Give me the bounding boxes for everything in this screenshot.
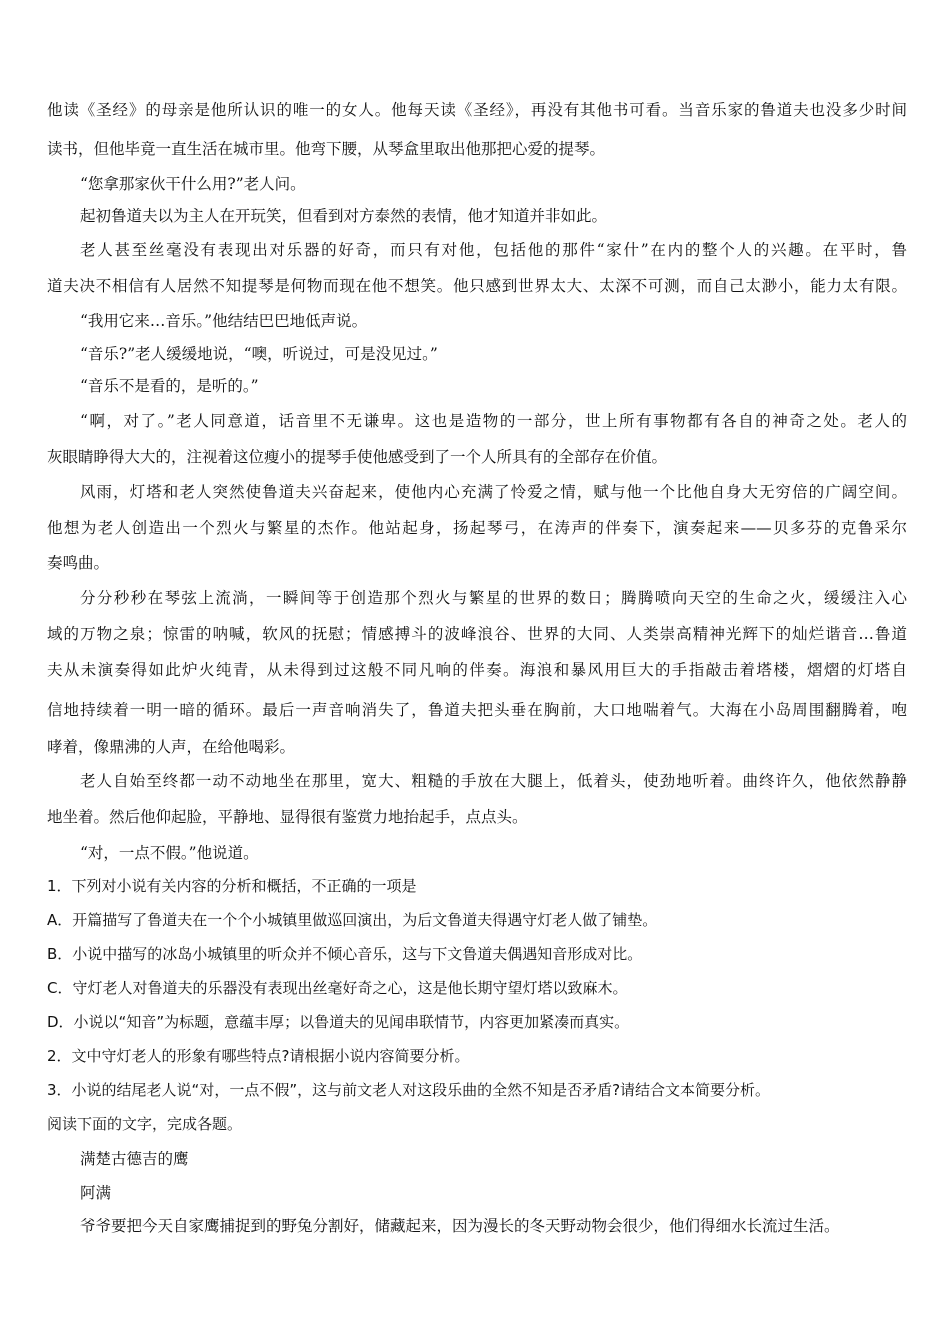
story-line: 老人甚至丝毫没有表现出对乐器的好奇，而只有对他，包括他的那件“家什”在内的整个人的兴趣。在平时，鲁	[80, 241, 907, 259]
question-3: 3．小说的结尾老人说“对，一点不假”，这与前文老人对这段乐曲的全然不知是否矛盾?请结合文本简要分析。	[47, 1081, 771, 1099]
story-line: “对，一点不假。”他说道。	[80, 844, 259, 862]
story-line: 他读《圣经》的母亲是他所认识的唯一的女人。他每天读《圣经》，再没有其他书可看。当音乐家的鲁道夫也没多少时间	[47, 101, 907, 119]
story-line: 灰眼睛睁得大大的，注视着这位瘦小的提琴手使他感受到了一个人所具有的全部存在价值。	[47, 448, 668, 466]
story-line: 道夫决不相信有人居然不知提琴是何物而现在他不想笑。他只感到世界太大、太深不可测，而自己太渺小，能力太有限。	[47, 277, 907, 295]
story-line: 夫从未演奏得如此炉火纯青，从未得到过这般不同凡响的伴奏。海浪和暴风用巨大的手指敲击着塔楼，熠熠的灯塔自	[47, 661, 907, 679]
option-a: A．开篇描写了鲁道夫在一个个小城镇里做巡回演出，为后文鲁道夫得遇守灯老人做了铺垫。	[47, 911, 658, 929]
story-line: “我用它来…音乐。”他结结巴巴地低声说。	[80, 312, 368, 330]
story-line: 起初鲁道夫以为主人在开玩笑，但看到对方泰然的表情，他才知道并非如此。	[80, 207, 608, 225]
story-line: 他想为老人创造出一个烈火与繁星的杰作。他站起身，扬起琴弓，在涛声的伴奏下，演奏起来——贝多芬的克鲁采尔	[47, 519, 907, 537]
story-line: 域的万物之泉；惊雷的呐喊，软风的抚慰；情感搏斗的波峰浪谷、世界的大同、人类崇高精神光辉下的灿烂谐音…鲁道	[47, 625, 907, 643]
story-line: 老人自始至终都一动不动地坐在那里，宽大、粗糙的手放在大腿上，低着头，使劲地听着。曲终许久，他依然静静	[80, 772, 907, 790]
story-line: 风雨，灯塔和老人突然使鲁道夫兴奋起来，使他内心充满了怜爱之情，赋与他一个比他自身大无穷倍的广阔空间。	[80, 483, 907, 501]
option-d: D．小说以“知音”为标题，意蕴丰厚；以鲁道夫的见闻串联情节，内容更加紧凑而真实。	[47, 1013, 630, 1031]
story-line: 哮着，像鼎沸的人声，在给他喝彩。	[47, 738, 296, 756]
story-line: 信地持续着一明一暗的循环。最后一声音响消失了，鲁道夫把头垂在胸前，大口地喘着气。大海在小岛周围翻腾着，咆	[47, 701, 907, 719]
story-line: 读书，但他毕竟一直生活在城市里。他弯下腰，从琴盒里取出他那把心爱的提琴。	[47, 140, 606, 158]
option-b: B．小说中描写的冰岛小城镇里的听众并不倾心音乐，这与下文鲁道夫偶遇知音形成对比。	[47, 945, 643, 963]
story-line: “音乐不是看的，是听的。”	[80, 377, 259, 395]
question-2: 2．文中守灯老人的形象有哪些特点?请根据小说内容简要分析。	[47, 1047, 470, 1065]
story-first-line: 爷爷要把今天自家鹰捕捉到的野兔分割好，储藏起来，因为漫长的冬天野动物会很少，他们得细水长流过生活。	[80, 1217, 840, 1235]
story-author: 阿满	[80, 1184, 112, 1202]
story-line: 奏鸣曲。	[47, 554, 110, 572]
question-1: 1．下列对小说有关内容的分析和概括，不正确的一项是	[47, 877, 417, 895]
reading-instruction: 阅读下面的文字，完成各题。	[47, 1115, 243, 1133]
story-line: “您拿那家伙干什么用?”老人问。	[80, 175, 306, 193]
story-line: 分分秒秒在琴弦上流淌，一瞬间等于创造那个烈火与繁星的世界的数日；腾腾喷向天空的生命之火，缓缓注入心	[80, 589, 907, 607]
story-line: 地坐着。然后他仰起脸，平静地、显得很有鉴赏力地抬起手，点点头。	[47, 808, 528, 826]
option-c: C．守灯老人对鲁道夫的乐器没有表现出丝毫好奇之心，这是他长期守望灯塔以致麻木。	[47, 979, 628, 997]
story-title: 满楚古德吉的鹰	[80, 1150, 189, 1168]
story-line: “啊，对了。”老人同意道，话音里不无谦卑。这也是造物的一部分，世上所有事物都有各自的神奇之处。老人的	[80, 412, 907, 430]
story-line: “音乐?”老人缓缓地说，“噢，听说过，可是没见过。”	[80, 345, 438, 363]
